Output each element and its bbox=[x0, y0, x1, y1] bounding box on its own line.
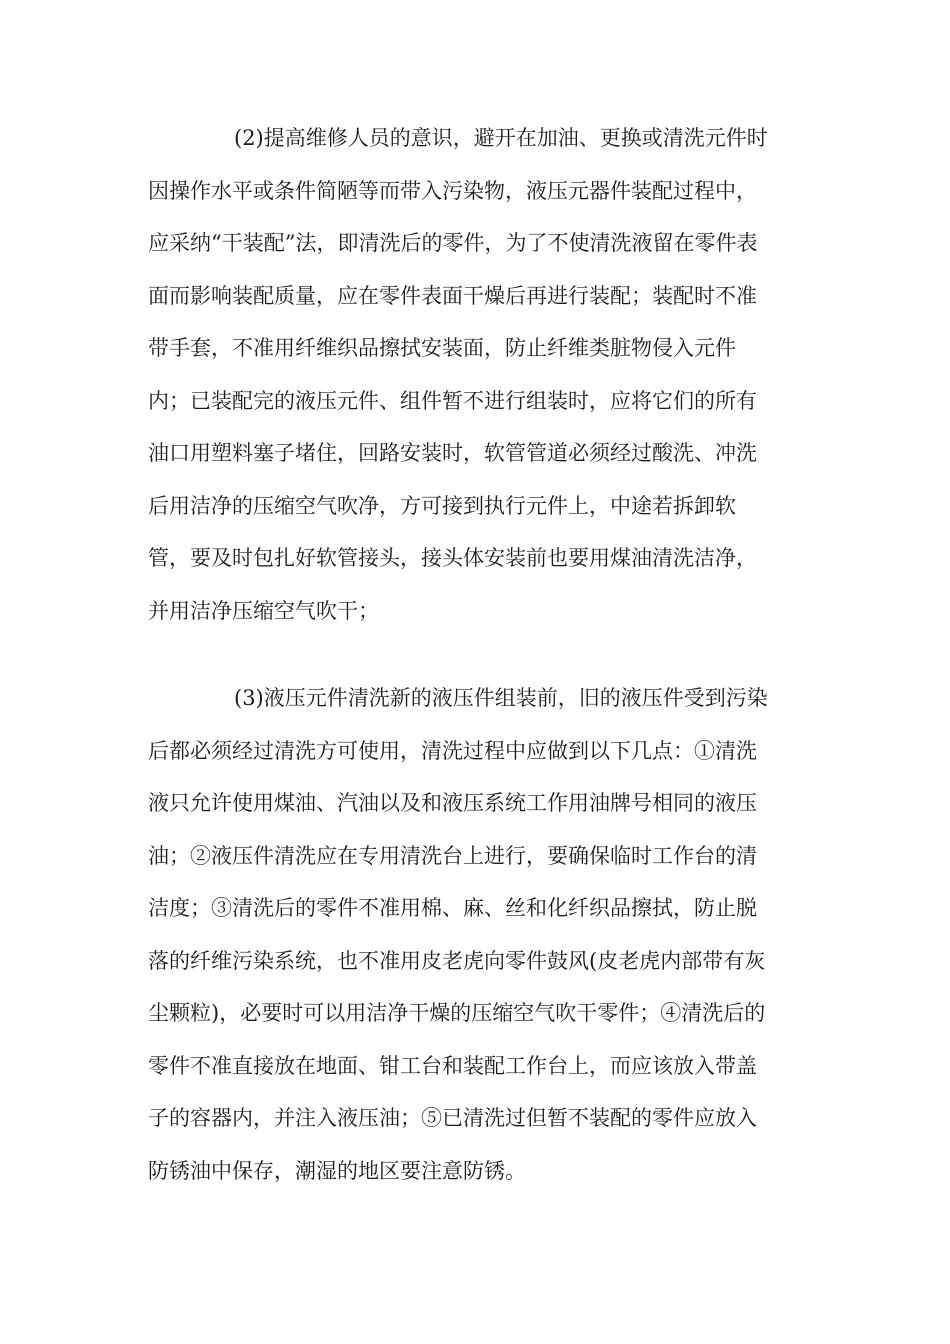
paragraph-line: 后都必须经过清洗方可使用，清洗过程中应做到以下几点：①清洗 bbox=[148, 738, 757, 763]
paragraph-line: 防锈油中保存，潮湿的地区要注意防锈。 bbox=[148, 1158, 526, 1183]
paragraph-line: 液只允许使用煤油、汽油以及和液压系统工作用油牌号相同的液压 bbox=[148, 791, 757, 815]
paragraph-line: 面而影响装配质量，应在零件表面干燥后再进行装配；装配时不准 bbox=[148, 283, 757, 308]
paragraph-line: 尘颗粒)，必要时可以用洁净干燥的压缩空气吹干零件；④清洗后的 bbox=[148, 1001, 766, 1025]
paragraph-line: 油口用塑料塞子堵住，回路安装时，软管管道必须经过酸洗、冲洗 bbox=[148, 441, 757, 465]
paragraph-item-3 bbox=[148, 672, 802, 1197]
paragraph-line: 落的纤维污染系统，也不准用皮老虎向零件鼓风(皮老虎内部带有灰 bbox=[148, 948, 766, 973]
paragraph-line: 洁度；③清洗后的零件不准用棉、麻、丝和化纤织品擦拭，防止脱 bbox=[148, 896, 757, 920]
paragraph-line: 带手套，不准用纤维织品擦拭安装面，防止纤维类脏物侵入元件 bbox=[148, 336, 736, 360]
paragraph-line: 应采纳“干装配”法，即清洗后的零件，为了不使清洗液留在零件表 bbox=[148, 231, 758, 255]
paragraph-line: 管，要及时包扎好软管接头，接头体安装前也要用煤油清洗洁净， bbox=[148, 546, 757, 570]
paragraph-line: (2)提高维修人员的意识，避开在加油、更换或清洗元件时 bbox=[234, 126, 768, 150]
paragraph-line: 油；②液压件清洗应在专用清洗台上进行，要确保临时工作台的清 bbox=[148, 843, 757, 868]
paragraph-line: 零件不准直接放在地面、钳工台和装配工作台上，而应该放入带盖 bbox=[148, 1053, 757, 1078]
paragraph-line: 因操作水平或条件简陋等而带入污染物，液压元器件装配过程中， bbox=[148, 178, 757, 203]
paragraph-line: 并用洁净压缩空气吹干； bbox=[148, 598, 379, 623]
paragraph-item-2 bbox=[148, 112, 802, 637]
paragraph-line: 后用洁净的压缩空气吹净，方可接到执行元件上，中途若拆卸软 bbox=[148, 493, 736, 518]
paragraph-line: 内；已装配完的液压元件、组件暂不进行组装时，应将它们的所有 bbox=[148, 388, 757, 413]
paragraph-line: (3)液压元件清洗新的液压件组装前，旧的液压件受到污染 bbox=[234, 686, 768, 710]
paragraph-line: 子的容器内，并注入液压油；⑤已清洗过但暂不装配的零件应放入 bbox=[148, 1106, 757, 1130]
